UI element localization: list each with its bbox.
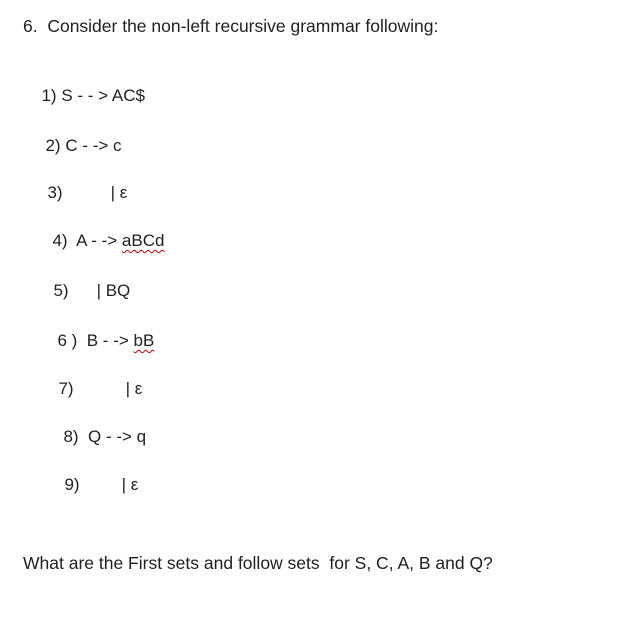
grammar-rule-2 <box>36 116 122 156</box>
rule-number: 2) <box>45 136 61 155</box>
rule-number: 5) <box>53 281 69 300</box>
rule-number: 9) <box>64 475 80 494</box>
grammar-rule-8 <box>54 407 146 447</box>
grammar-rule-1 <box>32 66 145 106</box>
grammar-rule-7 <box>49 359 142 399</box>
rule-number: 8) <box>63 427 79 446</box>
grammar-rule-6 <box>48 311 154 351</box>
grammar-rule-9 <box>55 455 138 495</box>
grammar-rule-5 <box>44 261 130 301</box>
rule-text: C - -> c <box>65 136 122 155</box>
rule-text: | ε <box>121 475 139 494</box>
rule-text: | ε <box>125 379 143 398</box>
rule-number: 6 ) <box>57 331 78 350</box>
grammar-rule-4 <box>43 211 164 251</box>
rule-rhs-spellcheck: aBCd <box>121 231 165 250</box>
rule-text: | BQ <box>96 281 131 300</box>
rule-text: | ε <box>110 183 128 202</box>
rule-lhs: B - -> <box>86 331 134 350</box>
grammar-rule-3 <box>38 163 127 203</box>
rule-number: 7) <box>58 379 74 398</box>
rule-number: 4) <box>52 231 68 250</box>
rule-number: 3) <box>47 183 63 202</box>
rule-text: Q - -> q <box>88 427 147 446</box>
problem-title: 6. Consider the non-left recursive grammar following: <box>23 16 439 36</box>
question-text: What are the First sets and follow sets for S, C, A, B and Q? <box>23 553 493 573</box>
rule-number: 1) <box>41 86 57 105</box>
rule-lhs: A - -> <box>76 231 122 250</box>
rule-rhs-spellcheck: bB <box>133 331 155 350</box>
rule-text: S - - > AC$ <box>61 86 145 105</box>
